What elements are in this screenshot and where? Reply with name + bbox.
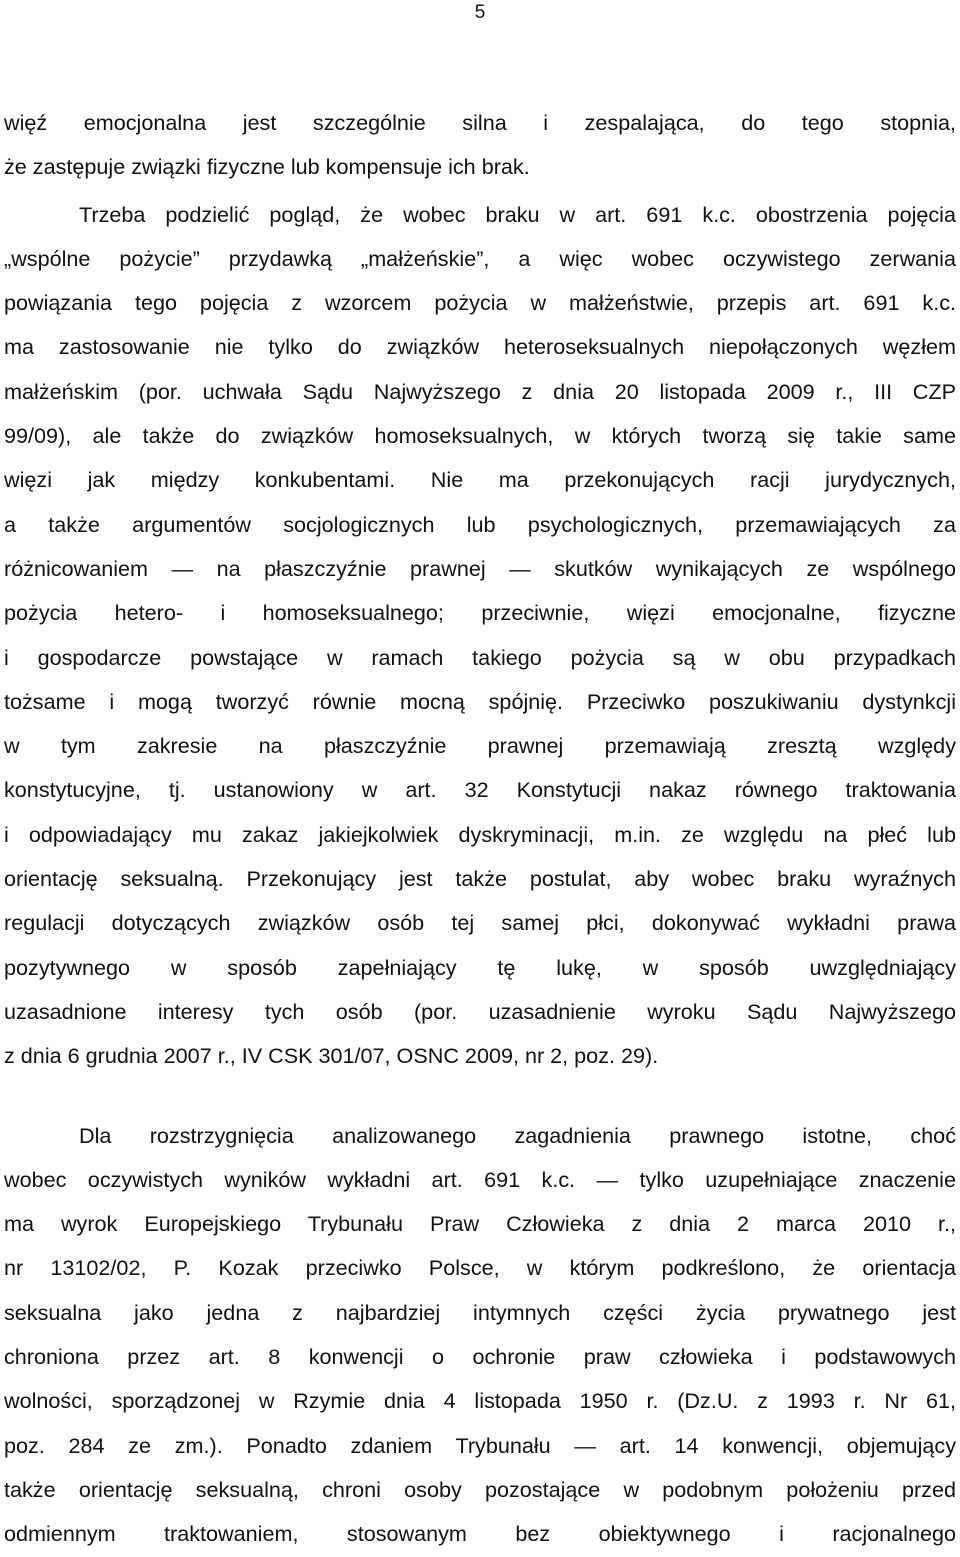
text-line: orientację seksualną. Przekonujący jest także postulat, aby wobec braku wyraźnych — [4, 866, 956, 892]
text-line: odmiennym traktowaniem, stosowanym bez obiektywnego i racjonalnego — [4, 1521, 956, 1547]
text-line: tożsame i mogą tworzyć równie mocną spójnię. Przeciwko poszukiwaniu dystynkcji — [4, 688, 956, 714]
text-line: i odpowiadający mu zakaz jakiejkolwiek dyskryminacji, m.in. ze względu na płeć lub — [4, 821, 956, 847]
text-line: w tym zakresie na płaszczyźnie prawnej przemawiają zresztą względy — [4, 733, 956, 759]
paragraph-3 — [4, 1114, 956, 1557]
text-line: ma zastosowanie nie tylko do związków heteroseksualnych niepołączonych węzłem — [4, 334, 956, 360]
text-line: pożycia hetero- i homoseksualnego; przeciwnie, więzi emocjonalne, fizyczne — [4, 600, 956, 626]
paragraph-2 — [4, 193, 956, 1079]
text-line: z dnia 6 grudnia 2007 r., IV CSK 301/07, OSNC 2009, nr 2, poz. 29). — [4, 1043, 659, 1069]
text-line: Dla rozstrzygnięcia analizowanego zagadnienia prawnego istotne, choć — [79, 1122, 956, 1148]
text-line: regulacji dotyczących związków osób tej samej płci, dokonywać wykładni prawa — [4, 910, 956, 936]
page-number: 5 — [474, 2, 486, 23]
text-line: seksualna jako jedna z najbardziej intymnych części życia prywatnego jest — [4, 1299, 956, 1325]
text-line: konstytucyjne, tj. ustanowiony w art. 32 Konstytucji nakaz równego traktowania — [4, 777, 956, 803]
text-line: poz. 284 ze zm.). Ponadto zdaniem Trybunału — art. 14 konwencji, objemujący — [4, 1432, 956, 1458]
text-line: ma wyrok Europejskiego Trybunału Praw Człowieka z dnia 2 marca 2010 r., — [4, 1211, 956, 1237]
text-line: chroniona przez art. 8 konwencji o ochronie praw człowieka i podstawowych — [4, 1344, 956, 1370]
text-line: nr 13102/02, P. Kozak przeciwko Polsce, w którym podkreślono, że orientacja — [4, 1255, 956, 1281]
text-line: 99/09), ale także do związków homoseksualnych, w których tworzą się takie same — [4, 423, 956, 449]
text-line: pozytywnego w sposób zapełniający tę lukę, w sposób uwzględniający — [4, 954, 956, 980]
text-line: różnicowaniem — na płaszczyźnie prawnej — skutków wynikających ze wspólnego — [4, 555, 956, 581]
text-line: powiązania tego pojęcia z wzorcem pożycia w małżeństwie, przepis art. 691 k.c. — [4, 290, 956, 316]
text-line: uzasadnione interesy tych osób (por. uzasadnienie wyroku Sądu Najwyższego — [4, 998, 956, 1024]
text-line: wobec oczywistych wyników wykładni art. 691 k.c. — tylko uzupełniające znaczenie — [4, 1166, 956, 1192]
document-body — [4, 101, 956, 1557]
text-line: Trzeba podzielić pogląd, że wobec braku w art. 691 k.c. obostrzenia pojęcia — [79, 201, 956, 227]
text-line: małżeńskim (por. uchwała Sądu Najwyższego z dnia 20 listopada 2009 r., III CZP — [4, 378, 956, 404]
text-line: a także argumentów socjologicznych lub psychologicznych, przemawiających za — [4, 511, 956, 537]
text-line: że zastępuje związki fizyczne lub kompensuje ich brak. — [4, 154, 530, 180]
text-line: wolności, sporządzonej w Rzymie dnia 4 listopada 1950 r. (Dz.U. z 1993 r. Nr 61, — [4, 1388, 956, 1414]
text-line: „wspólne pożycie” przydawką „małżeńskie”, a więc wobec oczywistego zerwania — [4, 245, 956, 271]
text-line: więzi jak między konkubentami. Nie ma przekonujących racji jurydycznych, — [4, 467, 956, 493]
text-line: także orientację seksualną, chroni osoby pozostające w podobnym położeniu przed — [4, 1476, 956, 1502]
text-line: i gospodarcze powstające w ramach takiego pożycia są w obu przypadkach — [4, 644, 956, 670]
text-line: więź emocjonalna jest szczególnie silna i zespalająca, do tego stopnia, — [4, 110, 956, 135]
paragraph-1 — [4, 101, 956, 190]
